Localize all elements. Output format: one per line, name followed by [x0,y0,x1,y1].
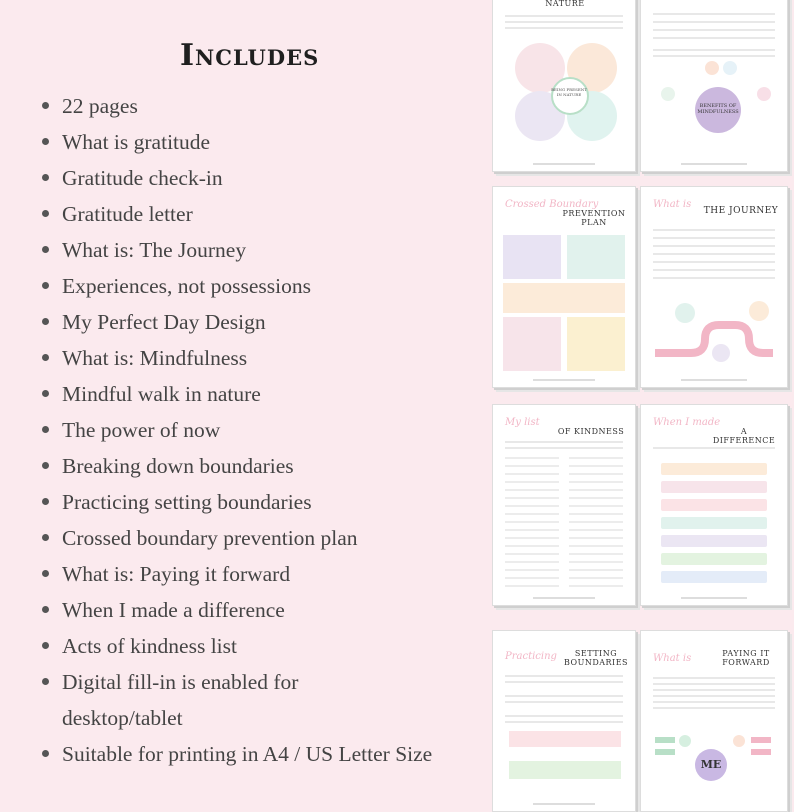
preview-difference-page [640,404,788,606]
center-label: ME [700,758,722,771]
preview-setting-boundaries-page [492,630,636,812]
list-item: Suitable for printing in A4 / US Letter Size [40,736,488,772]
includes-heading: Includes [180,38,320,73]
list-item: Digital fill-in is enabled for [40,664,488,700]
list-item: When I made a difference [40,592,488,628]
page-title: THE JOURNEY [703,206,779,216]
page-title: OF KINDNESS [557,427,625,436]
page-script-title: What is [653,653,692,664]
preview-paying-it-forward-page [640,630,788,812]
list-item: Gratitude check-in [40,160,488,196]
list-item: The power of now [40,412,488,448]
page-previews [488,0,794,794]
preview-kindness-list-page [492,404,636,606]
preview-the-journey-page [640,186,788,388]
preview-mindfulness-page [640,0,788,172]
list-item: Gratitude letter [40,196,488,232]
journey-path-icon [651,297,777,367]
list-item: Acts of kindness list [40,628,488,664]
list-item: Crossed boundary prevention plan [40,520,488,556]
list-item: Practicing setting boundaries [40,484,488,520]
preview-prevention-plan-page [492,186,636,388]
list-item: 22 pages [40,88,488,124]
list-item: Mindful walk in nature [40,376,488,412]
page-script-title: Crossed Boundary [505,199,599,210]
page-script-title: When I made [653,417,721,428]
center-label: BENEFITS OF MINDFULNESS [697,103,739,115]
page-title: PREVENTION PLAN [562,209,626,227]
center-label: BEING PRESENT IN NATURE [551,87,587,97]
list-item: What is gratitude [40,124,488,160]
list-item: What is: Mindfulness [40,340,488,376]
preview-nature-page [492,0,636,172]
list-item: What is: The Journey [40,232,488,268]
page-title: A DIFFERENCE [712,427,776,445]
list-item: desktop/tablet [62,706,183,730]
features-list [40,88,488,772]
page-script-title: My list [505,417,540,428]
list-item: Experiences, not possessions [40,268,488,304]
page-script-title: What is [653,199,692,210]
page-title: SETTING BOUNDARIES [563,649,629,667]
list-item: Breaking down boundaries [40,448,488,484]
page-title: NATURE [545,0,585,8]
list-item: My Perfect Day Design [40,304,488,340]
page-title: PAYING IT FORWARD [722,649,770,667]
list-item: What is: Paying it forward [40,556,488,592]
page-script-title: Practicing [505,651,557,662]
